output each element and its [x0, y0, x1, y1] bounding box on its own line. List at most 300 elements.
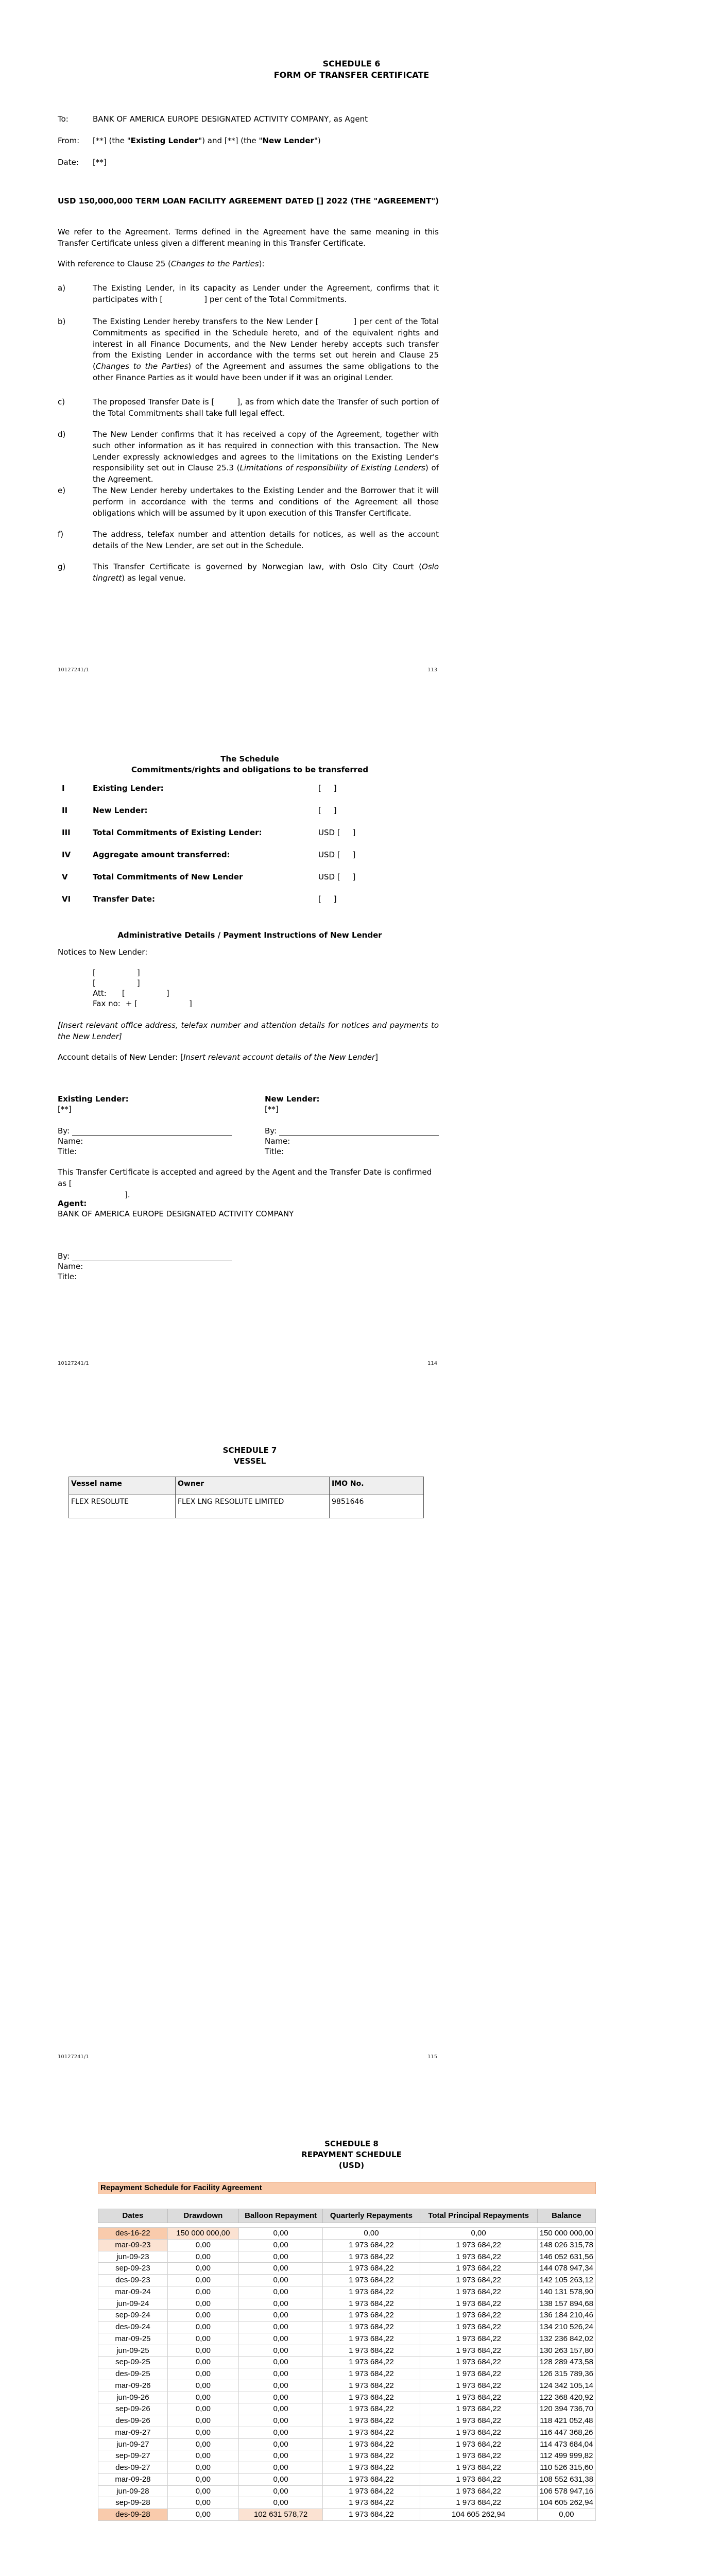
- cell-balloon: 0,00: [238, 2345, 322, 2357]
- cell-total-principal: 1 973 684,22: [420, 2380, 537, 2392]
- cell-quarterly: 0,00: [323, 2228, 420, 2240]
- cell-balance: 106 578 947,16: [537, 2485, 595, 2497]
- cell-total-principal: 1 973 684,22: [420, 2239, 537, 2251]
- title-label: Title:: [58, 1147, 77, 1156]
- cell-balloon: 102 631 578,72: [238, 2509, 322, 2521]
- item-b-part-2: ] per cent of the Total Commitments as specified in the Schedule hereto, and of the equivalent rights and interest in all Finance Documents, and the New Lender hereby accepts such transfer from the Existing Lender in accordance with the terms set out herein and Clause 25 (: [93, 317, 439, 371]
- item-d-label: d): [58, 430, 66, 439]
- cell-total-principal: 1 973 684,22: [420, 2438, 537, 2450]
- row-value: [ ]: [318, 806, 337, 815]
- table-row: [98, 2239, 596, 2251]
- fax-label: Fax no:: [93, 999, 121, 1008]
- cell-quarterly: 1 973 684,22: [323, 2415, 420, 2427]
- item-d-italic: Limitations of responsibility of Existing Lenders: [239, 463, 425, 473]
- item-c-part-1: The proposed Transfer Date is [: [93, 397, 215, 406]
- att-open: [: [122, 989, 125, 998]
- cell-balance: 140 131 578,90: [537, 2286, 595, 2298]
- att-label: Att:: [93, 989, 107, 998]
- cell-date: mar-09-25: [98, 2333, 168, 2345]
- item-f-label: f): [58, 530, 64, 539]
- cell-balloon: 0,00: [238, 2321, 322, 2333]
- cell-drawdown: 0,00: [167, 2298, 238, 2310]
- table-row: [98, 2333, 596, 2345]
- cell-quarterly: 1 973 684,22: [323, 2275, 420, 2286]
- cell-balloon: 0,00: [238, 2298, 322, 2310]
- cell-date: mar-09-28: [98, 2473, 168, 2485]
- cell-quarterly: 1 973 684,22: [323, 2427, 420, 2438]
- table-row: [98, 2392, 596, 2403]
- agreement-heading-part-b: ] 2022 (THE "AGREEMENT"): [320, 196, 439, 206]
- agreement-heading-part-a: USD 150,000,000 TERM LOAN FACILITY AGREEMENT DATED [: [58, 196, 320, 206]
- cell-balance: 134 210 526,24: [537, 2321, 595, 2333]
- name-label: Name:: [58, 1262, 83, 1271]
- cell-balance: 120 394 736,70: [537, 2403, 595, 2415]
- schedule-title: The Schedule: [220, 754, 279, 764]
- spacer-row: [98, 2194, 596, 2209]
- table-row: [98, 2310, 596, 2321]
- table-row: [98, 2380, 596, 2392]
- item-d-part-1: The New Lender confirms that it has received a copy of the Agreement, together with such other information as it has required in connection with this transaction. The New Lender expressly acknowledges and agrees to the limitations on the Existing Lender's responsibility set out in Clause 25.3 (: [93, 430, 439, 473]
- cell-quarterly: 1 973 684,22: [323, 2485, 420, 2497]
- cell-balloon: 0,00: [238, 2228, 322, 2240]
- agent-value: BANK OF AMERICA EUROPE DESIGNATED ACTIVITY COMPANY: [58, 1209, 294, 1218]
- cell-date: jun-09-24: [98, 2298, 168, 2310]
- att-close: ]: [166, 989, 169, 998]
- cell-drawdown: 0,00: [167, 2450, 238, 2462]
- schedule-6-subtitle: FORM OF TRANSFER CERTIFICATE: [273, 70, 430, 80]
- cell-drawdown: 0,00: [167, 2473, 238, 2485]
- cell-total-principal: 1 973 684,22: [420, 2286, 537, 2298]
- cell-drawdown: 0,00: [167, 2427, 238, 2438]
- clause-reference-part-b: ):: [259, 259, 265, 268]
- cell-drawdown: 0,00: [167, 2263, 238, 2275]
- table-row: [98, 2286, 596, 2298]
- cell-quarterly: 1 973 684,22: [323, 2286, 420, 2298]
- cell-quarterly: 1 973 684,22: [323, 2239, 420, 2251]
- header-balance: Balance: [537, 2209, 595, 2223]
- cell-balance: 150 000 000,00: [537, 2228, 595, 2240]
- table-row: [98, 2485, 596, 2497]
- cell-drawdown: 0,00: [167, 2415, 238, 2427]
- cell-balloon: 0,00: [238, 2427, 322, 2438]
- clause-reference-part-a: With reference to Clause 25 (: [58, 259, 171, 268]
- cell-date: jun-09-25: [98, 2345, 168, 2357]
- cell-total-principal: 1 973 684,22: [420, 2275, 537, 2286]
- table-row: [98, 2509, 596, 2521]
- cell-drawdown: 0,00: [167, 2286, 238, 2298]
- row-number: I: [62, 784, 65, 793]
- cell-total-principal: 1 973 684,22: [420, 2462, 537, 2474]
- row-label: Aggregate amount transferred:: [93, 850, 230, 859]
- address-line-2-close: ]: [136, 978, 140, 988]
- from-part-a: [**] (the ": [93, 136, 131, 145]
- account-details-italic: Insert relevant account details of the New Lender: [183, 1053, 375, 1062]
- header-drawdown: Drawdown: [167, 2209, 238, 2223]
- cell-drawdown: 0,00: [167, 2497, 238, 2509]
- cell-drawdown: 0,00: [167, 2321, 238, 2333]
- item-a-label: a): [58, 283, 66, 293]
- title-label: Title:: [58, 1272, 77, 1281]
- cell-total-principal: 1 973 684,22: [420, 2497, 537, 2509]
- cell-date: jun-09-28: [98, 2485, 168, 2497]
- schedule-7-title: SCHEDULE 7: [222, 1446, 277, 1455]
- cell-quarterly: 1 973 684,22: [323, 2263, 420, 2275]
- cell-balance: 144 078 947,34: [537, 2263, 595, 2275]
- item-g-italic: Oslo tingrett: [93, 562, 439, 583]
- cell-balloon: 0,00: [238, 2392, 322, 2403]
- cell-balloon: 0,00: [238, 2275, 322, 2286]
- row-value: USD [ ]: [318, 828, 356, 837]
- from-part-b: ") and [**] (the ": [198, 136, 263, 145]
- cell-drawdown: 0,00: [167, 2275, 238, 2286]
- cell-balance: 132 236 842,02: [537, 2333, 595, 2345]
- existing-lender-label: Existing Lender:: [58, 1094, 129, 1104]
- cell-balloon: 0,00: [238, 2450, 322, 2462]
- row-value: USD [ ]: [318, 872, 356, 882]
- row-value: [ ]: [318, 894, 337, 904]
- cell-quarterly: 1 973 684,22: [323, 2392, 420, 2403]
- item-b-part-3: ) of the Agreement and assumes the same obligations to the other Finance Parties as it would have been under if it was an original Lender.: [93, 362, 439, 382]
- cell-balance: 0,00: [537, 2509, 595, 2521]
- repayment-schedule-table: [98, 2182, 596, 2521]
- item-b-part-1: The Existing Lender hereby transfers to the New Lender [: [93, 317, 319, 326]
- cell-drawdown: 0,00: [167, 2368, 238, 2380]
- cell-date: des-09-27: [98, 2462, 168, 2474]
- cell-balloon: 0,00: [238, 2438, 322, 2450]
- cell-total-principal: 0,00: [420, 2228, 537, 2240]
- vessel-imo: 9851646: [330, 1495, 424, 1518]
- header-imo-no: IMO No.: [330, 1477, 424, 1495]
- cell-balance: 128 289 473,58: [537, 2357, 595, 2368]
- item-c-part-2: ], as from which date the Transfer of such portion of the Total Commitments shall take full legal effect.: [93, 397, 439, 418]
- item-f-text: The address, telefax number and attention details for notices, as well as the account details of the New Lender, are set out in the Schedule.: [93, 530, 439, 550]
- cell-date: des-09-24: [98, 2321, 168, 2333]
- row-label: Total Commitments of Existing Lender:: [93, 828, 262, 837]
- item-d-part-2: ) of the Agreement.: [93, 463, 439, 484]
- table-row: [98, 2228, 596, 2240]
- name-label: Name:: [58, 1137, 83, 1146]
- address-line-1-close: ]: [136, 968, 140, 977]
- repayment-table-body: [98, 2228, 596, 2521]
- cell-quarterly: 1 973 684,22: [323, 2509, 420, 2521]
- cell-date: mar-09-27: [98, 2427, 168, 2438]
- cell-drawdown: 0,00: [167, 2380, 238, 2392]
- cell-drawdown: 150 000 000,00: [167, 2228, 238, 2240]
- footer-page-number: 113: [427, 667, 438, 673]
- cell-quarterly: 1 973 684,22: [323, 2298, 420, 2310]
- cell-balance: 118 421 052,48: [537, 2415, 595, 2427]
- by-label: By:: [58, 1251, 70, 1261]
- cell-total-principal: 1 973 684,22: [420, 2473, 537, 2485]
- header-owner: Owner: [176, 1477, 330, 1495]
- to-value: BANK OF AMERICA EUROPE DESIGNATED ACTIVITY COMPANY, as Agent: [93, 114, 368, 124]
- cell-balance: 108 552 631,38: [537, 2473, 595, 2485]
- cell-date: mar-09-24: [98, 2286, 168, 2298]
- cell-date: sep-09-24: [98, 2310, 168, 2321]
- cell-balloon: 0,00: [238, 2485, 322, 2497]
- footer-ref: 10127241/1: [58, 2054, 89, 2060]
- item-a-part-1: The Existing Lender, in its capacity as Lender under the Agreement, confirms that it participates with [: [93, 283, 439, 304]
- schedule-8-title: SCHEDULE 8: [324, 2139, 379, 2148]
- date-value: [**]: [93, 158, 107, 167]
- cell-total-principal: 1 973 684,22: [420, 2415, 537, 2427]
- cell-balloon: 0,00: [238, 2497, 322, 2509]
- cell-balance: 114 473 684,04: [537, 2438, 595, 2450]
- cell-drawdown: 0,00: [167, 2251, 238, 2263]
- footer-ref: 10127241/1: [58, 667, 89, 673]
- cell-total-principal: 104 605 262,94: [420, 2509, 537, 2521]
- by-label: By:: [58, 1126, 70, 1136]
- cell-drawdown: 0,00: [167, 2509, 238, 2521]
- account-details-part-a: Account details of New Lender: [: [58, 1053, 183, 1062]
- table-row: [98, 2462, 596, 2474]
- footer-page-number: 114: [427, 1361, 438, 1366]
- item-g-part-2: ) as legal venue.: [122, 573, 186, 583]
- to-label: To:: [58, 114, 68, 124]
- cell-drawdown: 0,00: [167, 2310, 238, 2321]
- new-lender-value: [**]: [265, 1105, 279, 1114]
- cell-drawdown: 0,00: [167, 2357, 238, 2368]
- cell-total-principal: 1 973 684,22: [420, 2345, 537, 2357]
- item-b-label: b): [58, 317, 66, 326]
- clause-reference-italic: Changes to the Parties: [170, 259, 259, 268]
- cell-balloon: 0,00: [238, 2473, 322, 2485]
- footer-ref: 10127241/1: [58, 1361, 89, 1366]
- item-a-part-2: ] per cent of the Total Commitments.: [204, 294, 347, 304]
- table-row: [98, 2415, 596, 2427]
- agent-label: Agent:: [58, 1199, 87, 1208]
- cell-date: jun-09-23: [98, 2251, 168, 2263]
- table-row: [98, 2321, 596, 2333]
- intro-paragraph: We refer to the Agreement. Terms defined in the Agreement have the same meaning in this Transfer Certificate unless given a different meaning in this Transfer Certificate.: [58, 227, 439, 248]
- cell-quarterly: 1 973 684,22: [323, 2462, 420, 2474]
- cell-date: des-09-26: [98, 2415, 168, 2427]
- cell-date: sep-09-28: [98, 2497, 168, 2509]
- row-label: Existing Lender:: [93, 784, 164, 793]
- table-row: [98, 2251, 596, 2263]
- address-line-1-open: [: [93, 968, 96, 977]
- cell-drawdown: 0,00: [167, 2485, 238, 2497]
- title-label: Title:: [265, 1147, 284, 1156]
- row-value: USD [ ]: [318, 850, 356, 859]
- cell-date: sep-09-25: [98, 2357, 168, 2368]
- cell-total-principal: 1 973 684,22: [420, 2298, 537, 2310]
- table-row: [98, 2450, 596, 2462]
- cell-balloon: 0,00: [238, 2251, 322, 2263]
- cell-total-principal: 1 973 684,22: [420, 2392, 537, 2403]
- cell-date: mar-09-23: [98, 2239, 168, 2251]
- footer-page-number: 115: [427, 2054, 438, 2060]
- cell-quarterly: 1 973 684,22: [323, 2450, 420, 2462]
- cell-total-principal: 1 973 684,22: [420, 2357, 537, 2368]
- cell-quarterly: 1 973 684,22: [323, 2497, 420, 2509]
- cell-balloon: 0,00: [238, 2263, 322, 2275]
- header-quarterly-repayments: Quarterly Repayments: [323, 2209, 420, 2223]
- spacer-cell: [98, 2223, 596, 2228]
- vessel-owner: FLEX LNG RESOLUTE LIMITED: [176, 1495, 330, 1518]
- cell-quarterly: 1 973 684,22: [323, 2380, 420, 2392]
- cell-total-principal: 1 973 684,22: [420, 2263, 537, 2275]
- cell-total-principal: 1 973 684,22: [420, 2251, 537, 2263]
- cell-balance: 146 052 631,56: [537, 2251, 595, 2263]
- table-row: [98, 2275, 596, 2286]
- cell-balance: 142 105 263,12: [537, 2275, 595, 2286]
- cell-quarterly: 1 973 684,22: [323, 2251, 420, 2263]
- table-row: [98, 2368, 596, 2380]
- cell-total-principal: 1 973 684,22: [420, 2310, 537, 2321]
- cell-date: sep-09-27: [98, 2450, 168, 2462]
- cell-date: des-16-22: [98, 2228, 168, 2240]
- acceptance-part-2: ].: [125, 1190, 130, 1199]
- item-e-text: The New Lender hereby undertakes to the Existing Lender and the Borrower that it will perform in accordance with the terms and conditions of the Agreement all those obligations which will be assumed by it upon execution of this Transfer Certificate.: [93, 486, 439, 518]
- by-label: By:: [265, 1126, 277, 1136]
- cell-balance: 138 157 894,68: [537, 2298, 595, 2310]
- cell-date: jun-09-27: [98, 2438, 168, 2450]
- cell-drawdown: 0,00: [167, 2438, 238, 2450]
- cell-balloon: 0,00: [238, 2239, 322, 2251]
- cell-quarterly: 1 973 684,22: [323, 2438, 420, 2450]
- table-row: [98, 2403, 596, 2415]
- schedule-8-currency: (USD): [338, 2161, 365, 2170]
- admin-details-heading: Administrative Details / Payment Instructions of New Lender: [117, 930, 382, 940]
- cell-quarterly: 1 973 684,22: [323, 2403, 420, 2415]
- cell-quarterly: 1 973 684,22: [323, 2345, 420, 2357]
- schedule-7-subtitle: VESSEL: [233, 1456, 266, 1466]
- fax-close: ]: [189, 999, 192, 1008]
- table-row: [98, 2497, 596, 2509]
- row-number: V: [62, 872, 68, 882]
- cell-quarterly: 1 973 684,22: [323, 2333, 420, 2345]
- cell-balance: 110 526 315,60: [537, 2462, 595, 2474]
- row-number: VI: [62, 894, 71, 904]
- date-label: Date:: [58, 158, 79, 167]
- vessel-name: FLEX RESOLUTE: [69, 1495, 176, 1518]
- row-number: IV: [62, 850, 71, 859]
- header-balloon-repayment: Balloon Repayment: [238, 2209, 322, 2223]
- cell-drawdown: 0,00: [167, 2462, 238, 2474]
- header-dates: Dates: [98, 2209, 168, 2223]
- item-b-italic: Changes to the Parties: [95, 362, 188, 371]
- cell-quarterly: 1 973 684,22: [323, 2357, 420, 2368]
- item-g-label: g): [58, 562, 66, 571]
- repayment-table-title: Repayment Schedule for Facility Agreement: [98, 2182, 596, 2194]
- new-lender-label: New Lender:: [265, 1094, 320, 1104]
- acceptance-part-1: This Transfer Certificate is accepted and agreed by the Agent and the Transfer Date is confirmed as [: [58, 1167, 432, 1188]
- repayment-table-title-row: [98, 2182, 596, 2194]
- item-c-label: c): [58, 397, 65, 406]
- spacer-row: [98, 2223, 596, 2228]
- cell-total-principal: 1 973 684,22: [420, 2368, 537, 2380]
- cell-balance: 124 342 105,14: [537, 2380, 595, 2392]
- existing-lender-value: [**]: [58, 1105, 72, 1114]
- cell-total-principal: 1 973 684,22: [420, 2321, 537, 2333]
- cell-balance: 136 184 210,46: [537, 2310, 595, 2321]
- cell-balloon: 0,00: [238, 2368, 322, 2380]
- table-row: [98, 2473, 596, 2485]
- row-number: II: [62, 806, 68, 815]
- cell-balance: 148 026 315,78: [537, 2239, 595, 2251]
- cell-quarterly: 1 973 684,22: [323, 2310, 420, 2321]
- cell-date: sep-09-23: [98, 2263, 168, 2275]
- schedule-6-title: SCHEDULE 6: [322, 59, 381, 69]
- row-label: Transfer Date:: [93, 894, 155, 904]
- cell-balloon: 0,00: [238, 2462, 322, 2474]
- cell-balloon: 0,00: [238, 2286, 322, 2298]
- table-row: [98, 2263, 596, 2275]
- header-total-principal-repayments: Total Principal Repayments: [420, 2209, 537, 2223]
- cell-drawdown: 0,00: [167, 2392, 238, 2403]
- cell-drawdown: 0,00: [167, 2239, 238, 2251]
- table-row: [98, 2345, 596, 2357]
- header-vessel-name: Vessel name: [69, 1477, 176, 1495]
- cell-balance: 126 315 789,36: [537, 2368, 595, 2380]
- account-details-part-b: ]: [375, 1053, 378, 1062]
- cell-balloon: 0,00: [238, 2415, 322, 2427]
- cell-total-principal: 1 973 684,22: [420, 2403, 537, 2415]
- table-row: [98, 2427, 596, 2438]
- spacer-cell: [98, 2194, 596, 2209]
- cell-date: des-09-28: [98, 2509, 168, 2521]
- cell-balance: 104 605 262,94: [537, 2497, 595, 2509]
- insert-office-note: [Insert relevant office address, telefax number and attention details for notices and payments to the New Lender]: [58, 1021, 439, 1041]
- notices-label: Notices to New Lender:: [58, 947, 148, 957]
- item-e-label: e): [58, 486, 66, 495]
- cell-balance: 116 447 368,26: [537, 2427, 595, 2438]
- cell-date: des-09-23: [98, 2275, 168, 2286]
- cell-quarterly: 1 973 684,22: [323, 2473, 420, 2485]
- table-row: [98, 2298, 596, 2310]
- cell-drawdown: 0,00: [167, 2403, 238, 2415]
- cell-date: mar-09-26: [98, 2380, 168, 2392]
- cell-balance: 112 499 999,82: [537, 2450, 595, 2462]
- cell-balloon: 0,00: [238, 2333, 322, 2345]
- cell-date: des-09-25: [98, 2368, 168, 2380]
- cell-balance: 122 368 420,92: [537, 2392, 595, 2403]
- cell-quarterly: 1 973 684,22: [323, 2368, 420, 2380]
- cell-balloon: 0,00: [238, 2357, 322, 2368]
- cell-balloon: 0,00: [238, 2403, 322, 2415]
- from-existing-lender: Existing Lender: [130, 136, 199, 145]
- fax-open: + [: [125, 999, 138, 1008]
- row-value: [ ]: [318, 784, 337, 793]
- row-label: New Lender:: [93, 806, 148, 815]
- cell-total-principal: 1 973 684,22: [420, 2333, 537, 2345]
- cell-total-principal: 1 973 684,22: [420, 2485, 537, 2497]
- name-label: Name:: [265, 1137, 290, 1146]
- cell-date: jun-09-26: [98, 2392, 168, 2403]
- cell-balloon: 0,00: [238, 2380, 322, 2392]
- from-new-lender: New Lender: [262, 136, 314, 145]
- row-label: Total Commitments of New Lender: [93, 872, 243, 882]
- cell-total-principal: 1 973 684,22: [420, 2427, 537, 2438]
- repayment-table-header: [98, 2209, 596, 2223]
- cell-drawdown: 0,00: [167, 2345, 238, 2357]
- cell-quarterly: 1 973 684,22: [323, 2321, 420, 2333]
- schedule-subtitle: Commitments/rights and obligations to be transferred: [131, 765, 369, 774]
- cell-drawdown: 0,00: [167, 2333, 238, 2345]
- address-line-2-open: [: [93, 978, 96, 988]
- table-row: [98, 2357, 596, 2368]
- table-row: [98, 2438, 596, 2450]
- cell-date: sep-09-26: [98, 2403, 168, 2415]
- from-label: From:: [58, 136, 80, 145]
- cell-total-principal: 1 973 684,22: [420, 2450, 537, 2462]
- cell-balance: 130 263 157,80: [537, 2345, 595, 2357]
- schedule-8-subtitle: REPAYMENT SCHEDULE: [301, 2150, 402, 2159]
- from-part-c: "): [314, 136, 321, 145]
- row-number: III: [62, 828, 71, 837]
- item-g-part-1: This Transfer Certificate is governed by Norwegian law, with Oslo City Court (: [93, 562, 422, 571]
